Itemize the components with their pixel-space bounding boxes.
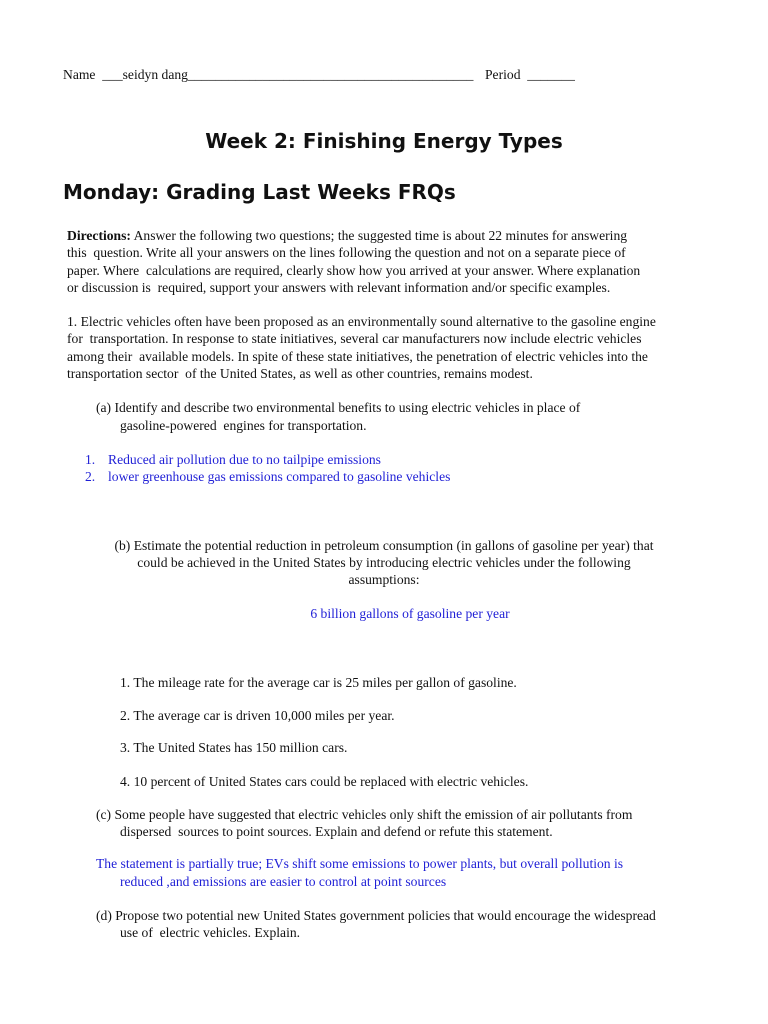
assumption-4: 4. 10 percent of United States cars could be replaced with electric vehicles. bbox=[120, 774, 529, 789]
part-d-line-2: use of electric vehicles. Explain. bbox=[120, 925, 301, 940]
answer-a-1-number: 1. bbox=[85, 452, 96, 467]
part-c-line-2: dispersed sources to point sources. Explain and defend or refute this statement. bbox=[120, 824, 553, 839]
directions-line-3: paper. Where calculations are required, clearly show how you arrived at your answer. Where explanation bbox=[67, 263, 641, 278]
answer-b: 6 billion gallons of gasoline per year bbox=[310, 606, 510, 621]
directions-text: Answer the following two questions; the suggested time is about 22 minutes for answering bbox=[130, 228, 628, 243]
part-b-line-3: assumptions: bbox=[348, 572, 420, 587]
answer-a-2-number: 2. bbox=[85, 469, 96, 484]
assumption-1: 1. The mileage rate for the average car is 25 miles per gallon of gasoline. bbox=[120, 675, 517, 690]
question-1-line-2: for transportation. In response to state initiatives, several car manufacturers now include electric vehicles bbox=[67, 331, 642, 346]
part-b-line-1: (b) Estimate the potential reduction in petroleum consumption (in gallons of gasoline per year) that bbox=[114, 538, 654, 553]
directions-label: Directions: bbox=[67, 228, 131, 243]
assumption-3: 3. The United States has 150 million cars. bbox=[120, 740, 348, 755]
answer-c-line-2: reduced ,and emissions are easier to control at point sources bbox=[120, 874, 447, 889]
part-d-line-1: (d) Propose two potential new United States government policies that would encourage the widespread bbox=[96, 908, 656, 923]
period-field: Period _______ bbox=[485, 67, 575, 82]
answer-a-2-text: lower greenhouse gas emissions compared to gasoline vehicles bbox=[108, 469, 451, 484]
question-1-line-1: 1. Electric vehicles often have been proposed as an environmentally sound alternative to the gasoline engine bbox=[67, 314, 656, 329]
directions-line-2: this question. Write all your answers on the lines following the question and not on a separate piece of bbox=[67, 245, 626, 260]
part-a-line-1: (a) Identify and describe two environmental benefits to using electric vehicles in place of bbox=[96, 400, 581, 415]
assumption-2: 2. The average car is driven 10,000 miles per year. bbox=[120, 708, 395, 723]
page-title: Week 2: Finishing Energy Types bbox=[205, 129, 563, 153]
directions-line-1 bbox=[67, 227, 627, 245]
directions-line-4: or discussion is required, support your answers with relevant information and/or specific examples. bbox=[67, 280, 611, 295]
part-a-line-2: gasoline-powered engines for transportation. bbox=[120, 418, 367, 433]
part-c-line-1: (c) Some people have suggested that electric vehicles only shift the emission of air pollutants from bbox=[96, 807, 633, 822]
answer-a-1-text: Reduced air pollution due to no tailpipe emissions bbox=[108, 452, 381, 467]
question-1-line-3: among their available models. In spite of these state initiatives, the penetration of electric vehicles into the bbox=[67, 349, 648, 364]
section-heading: Monday: Grading Last Weeks FRQs bbox=[63, 180, 456, 204]
name-field: Name ___seidyn dang__________________________________________ bbox=[63, 67, 474, 82]
answer-c-line-1: The statement is partially true; EVs shift some emissions to power plants, but overall pollution is bbox=[96, 856, 624, 871]
part-b-line-2: could be achieved in the United States by introducing electric vehicles under the following bbox=[137, 555, 631, 570]
question-1-line-4: transportation sector of the United States, as well as other countries, remains modest. bbox=[67, 366, 533, 381]
